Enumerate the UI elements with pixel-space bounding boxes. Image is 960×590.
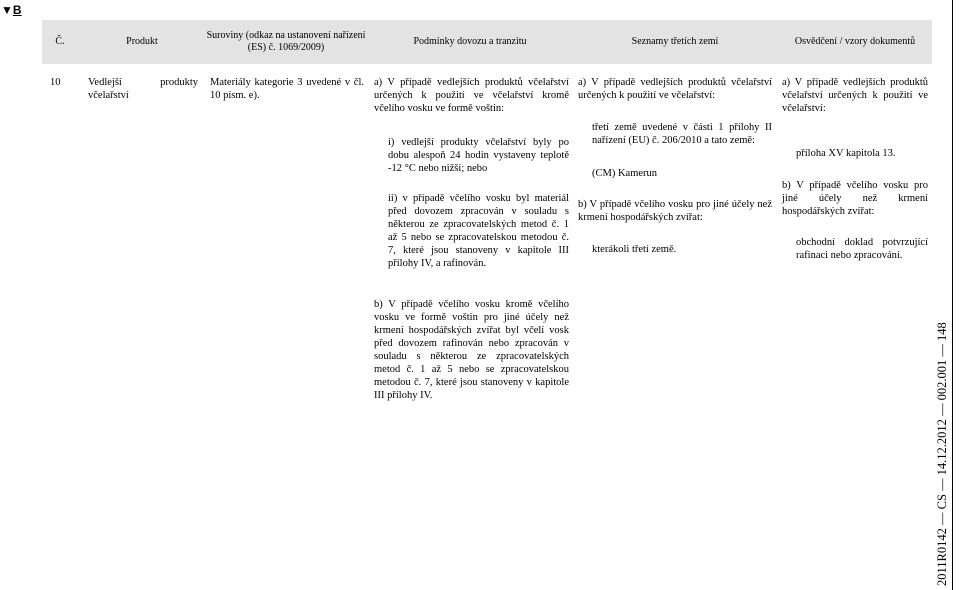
certificate-a-detail: příloha XV kapitola 13. bbox=[796, 148, 896, 159]
import-condition-a-ii: ii) v případě včelího vosku byl materiál před dovozem zpracován v souladu s některou ze zpracovatelských metod č. 1 až 5 nebo se zpracovatelskou metodou č. 7, které jsou stanoveny v kapitole III přílohy IV, a rafinován. bbox=[388, 193, 569, 269]
row-product: Vedlejší produkty včelařství bbox=[88, 77, 198, 101]
header-third-country-lists: Seznamy třetích zemí bbox=[631, 36, 719, 47]
row-raw-materials: Materiály kategorie 3 uvedené v čl. 10 písm. e). bbox=[210, 77, 364, 101]
certificate-b: b) V případě včelího vosku pro jiné účely než krmení hospodářských zvířat: bbox=[782, 180, 928, 217]
page-edge-rule bbox=[952, 0, 953, 590]
import-condition-a-i: i) vedlejší produkty včelařství byly po dobu alespoň 24 hodin vystaveny teplotě -12 °C nebo nižší; nebo bbox=[388, 137, 569, 174]
import-condition-b: b) V případě včelího vosku kromě včelího vosku ve formě voštin pro jiné účely než krmení hospodářských zvířat byl včelí vosk před dovozem rafinován nebo zpracován v souladu s některou ze zpracovatelských metod č. 1 až 5 nebo se zpracovatelskou metodou č. 7, které jsou stanoveny v kapitole III přílohy IV. bbox=[374, 299, 569, 401]
header-raw-materials: Suroviny (odkaz na ustanovení nařízení (ES) č. 1069/2009) bbox=[206, 30, 366, 53]
certificate-a: a) V případě vedlejších produktů včelařství určených k použití ve včelařství: bbox=[782, 77, 928, 114]
triangle-down-icon: ▼ bbox=[1, 3, 13, 17]
amendment-marker bbox=[1, 4, 22, 17]
amendment-letter: B bbox=[12, 3, 22, 17]
country-list-a: a) V případě vedlejších produktů včelařství určených k použití ve včelařství: bbox=[578, 77, 772, 101]
document-reference: 2011R0142 — CS — 14.12.2012 — 002.001 — 148 bbox=[935, 322, 949, 586]
import-condition-a: a) V případě vedlejších produktů včelařství určených k použití ve včelařství kromě včelího vosku ve formě voštin: bbox=[374, 77, 569, 114]
country-list-b: b) V případě včelího vosku pro jiné účely než krmení hospodářských zvířat: bbox=[578, 199, 772, 223]
certificate-b-detail: obchodní doklad potvrzující rafinaci nebo zpracování. bbox=[796, 237, 928, 261]
country-list-b-detail: kterákoli třetí země. bbox=[592, 244, 677, 255]
header-number: Č. bbox=[55, 36, 65, 47]
header-product: Produkt bbox=[126, 36, 158, 47]
header-import-conditions: Podmínky dovozu a tranzitu bbox=[413, 36, 527, 47]
country-list-cameroon: (CM) Kamerun bbox=[592, 168, 658, 179]
row-number: 10 bbox=[50, 77, 61, 88]
country-list-a-detail: třetí země uvedené v části 1 přílohy II nařízení (EU) č. 206/2010 a tato země: bbox=[592, 122, 772, 146]
header-certificates: Osvědčení / vzory dokumentů bbox=[794, 36, 916, 47]
